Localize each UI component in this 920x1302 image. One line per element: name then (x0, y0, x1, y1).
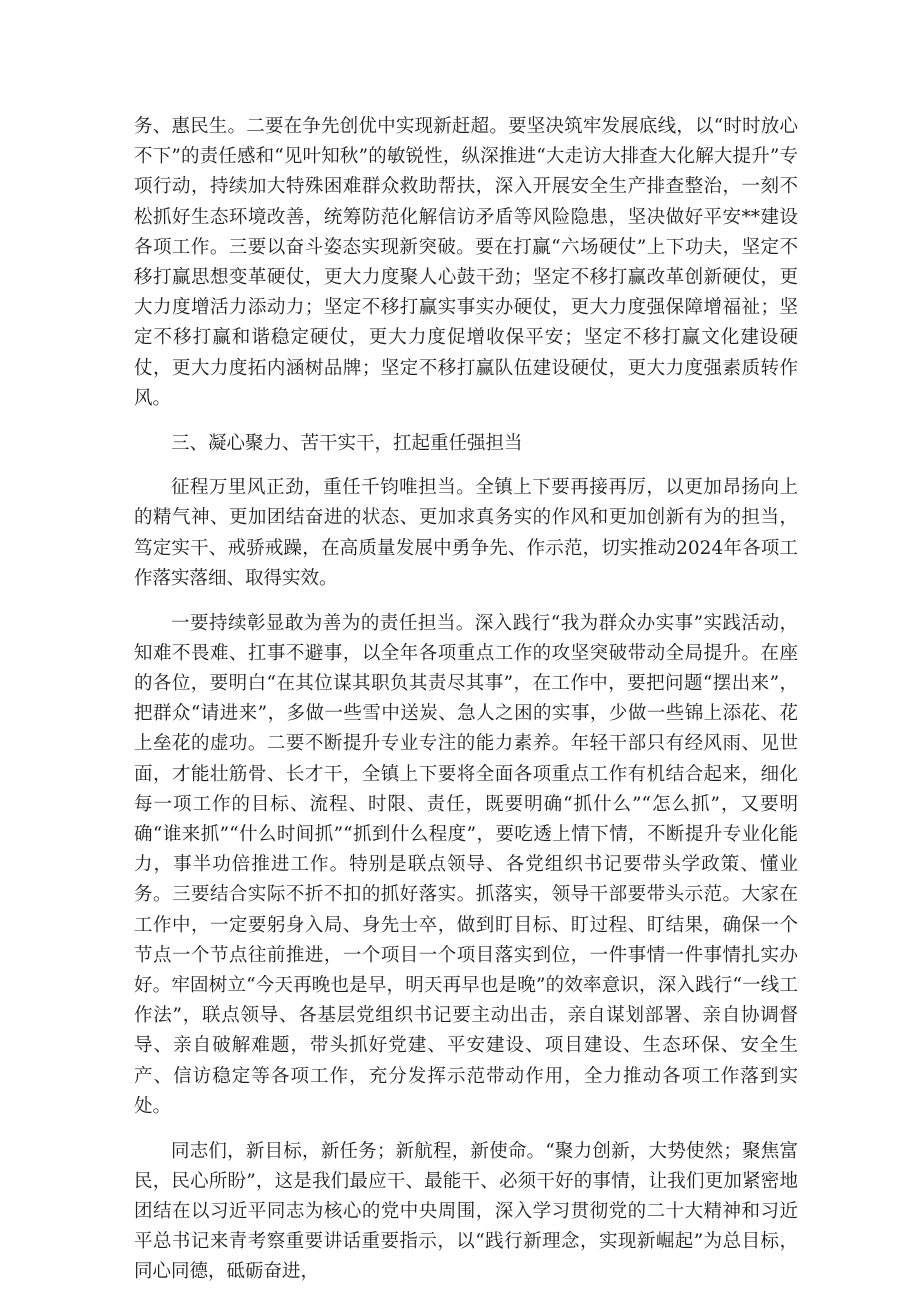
paragraph-intro: 征程万里风正劲，重任千钧唯担当。全镇上下要再接再厉，以更加昂扬向上的精气神、更加团结奋进的状态、更加求真务实的作风和更加创新有为的担当，笃定实干、戒骄戒躁，在高质量发展中勇争先、作示范，切实推动2024年各项工作落实落细、取得实效。 (134, 477, 798, 589)
section-heading-3: 三、凝心聚力、苦干实干，扛起重任强担当 (171, 432, 523, 454)
paragraph-closing: 同志们，新目标，新任务；新航程，新使命。“聚力创新，大势使然；聚焦富民，民心所盼”，这是我们最应干、最能干、必须干好的事情，让我们更加紧密地团结在以习近平同志为核心的党中央周围，深入学习贯彻党的二十大精神和习近平总书记来青考察重要讲话重要指示，以“践行新理念，实现新崛起”为总目标，同心同德，砥砺奋进， (134, 1140, 798, 1283)
document-body (134, 112, 798, 1302)
paragraph-continuation: 务、惠民生。二要在争先创优中实现新赶超。要坚决筑牢发展底线，以“时时放心不下”的责任感和“见叶知秋”的敏锐性，纵深推进“大走访大排查大化解大提升”专项行动，持续加大特殊困难群众救助帮扶，深入开展安全生产排查整治，一刻不松抓好生态环境改善，统筹防范化解信访矛盾等风险隐患，坚决做好平安**建设各项工作。三要以奋斗姿态实现新突破。要在打赢“六场硬仗”上下功夫，坚定不移打赢思想变革硬仗，更大力度聚人心鼓干劲；坚定不移打赢改革创新硬仗，更大力度增活力添动力；坚定不移打赢实事实办硬仗，更大力度强保障增福祉；坚定不移打赢和谐稳定硬仗，更大力度促增收保平安；坚定不移打赢文化建设硬仗，更大力度拓内涵树品牌；坚定不移打赢队伍建设硬仗，更大力度强素质转作风。 (134, 116, 798, 409)
paragraph-responsibilities: 一要持续彰显敢为善为的责任担当。深入践行“我为群众办实事”实践活动，知难不畏难、扛事不避事，以全年各项重点工作的攻坚突破带动全局提升。在座的各位，要明白“在其位谋其职负其责尽其事”，在工作中，要把问题“摆出来”，把群众“请进来”，多做一些雪中送炭、急人之困的实事，少做一些锦上添花、花上垒花的虚功。二要不断提升专业专注的能力素养。年轻干部只有经风雨、见世面，才能壮筋骨、长才干，全镇上下要将全面各项重点工作有机结合起来，细化每一项工作的目标、流程、时限、责任，既要明确“抓什么”“怎么抓”，又要明确“谁来抓”“什么时间抓”“抓到什么程度”，要吃透上情下情，不断提升专业化能力，事半功倍推进工作。特别是联点领导、各党组织书记要带头学政策、懂业务。三要结合实际不折不扣的抓好落实。抓落实，领导干部要带头示范。大家在工作中，一定要躬身入局、身先士卒，做到盯目标、盯过程、盯结果，确保一个节点一个节点往前推进，一个项目一个项目落实到位，一件事情一件事情扎实办好。牢固树立“今天再晚也是早，明天再早也是晚”的效率意识，深入践行“一线工作法”，联点领导、各基层党组织书记要主动出击，亲自谋划部署、亲自协调督导、亲自破解难题，带头抓好党建、平安建设、项目建设、生态环保、安全生产、信访稳定等各项工作，充分发挥示范带动作用，全力推动各项工作落到实处。 (134, 612, 798, 1117)
